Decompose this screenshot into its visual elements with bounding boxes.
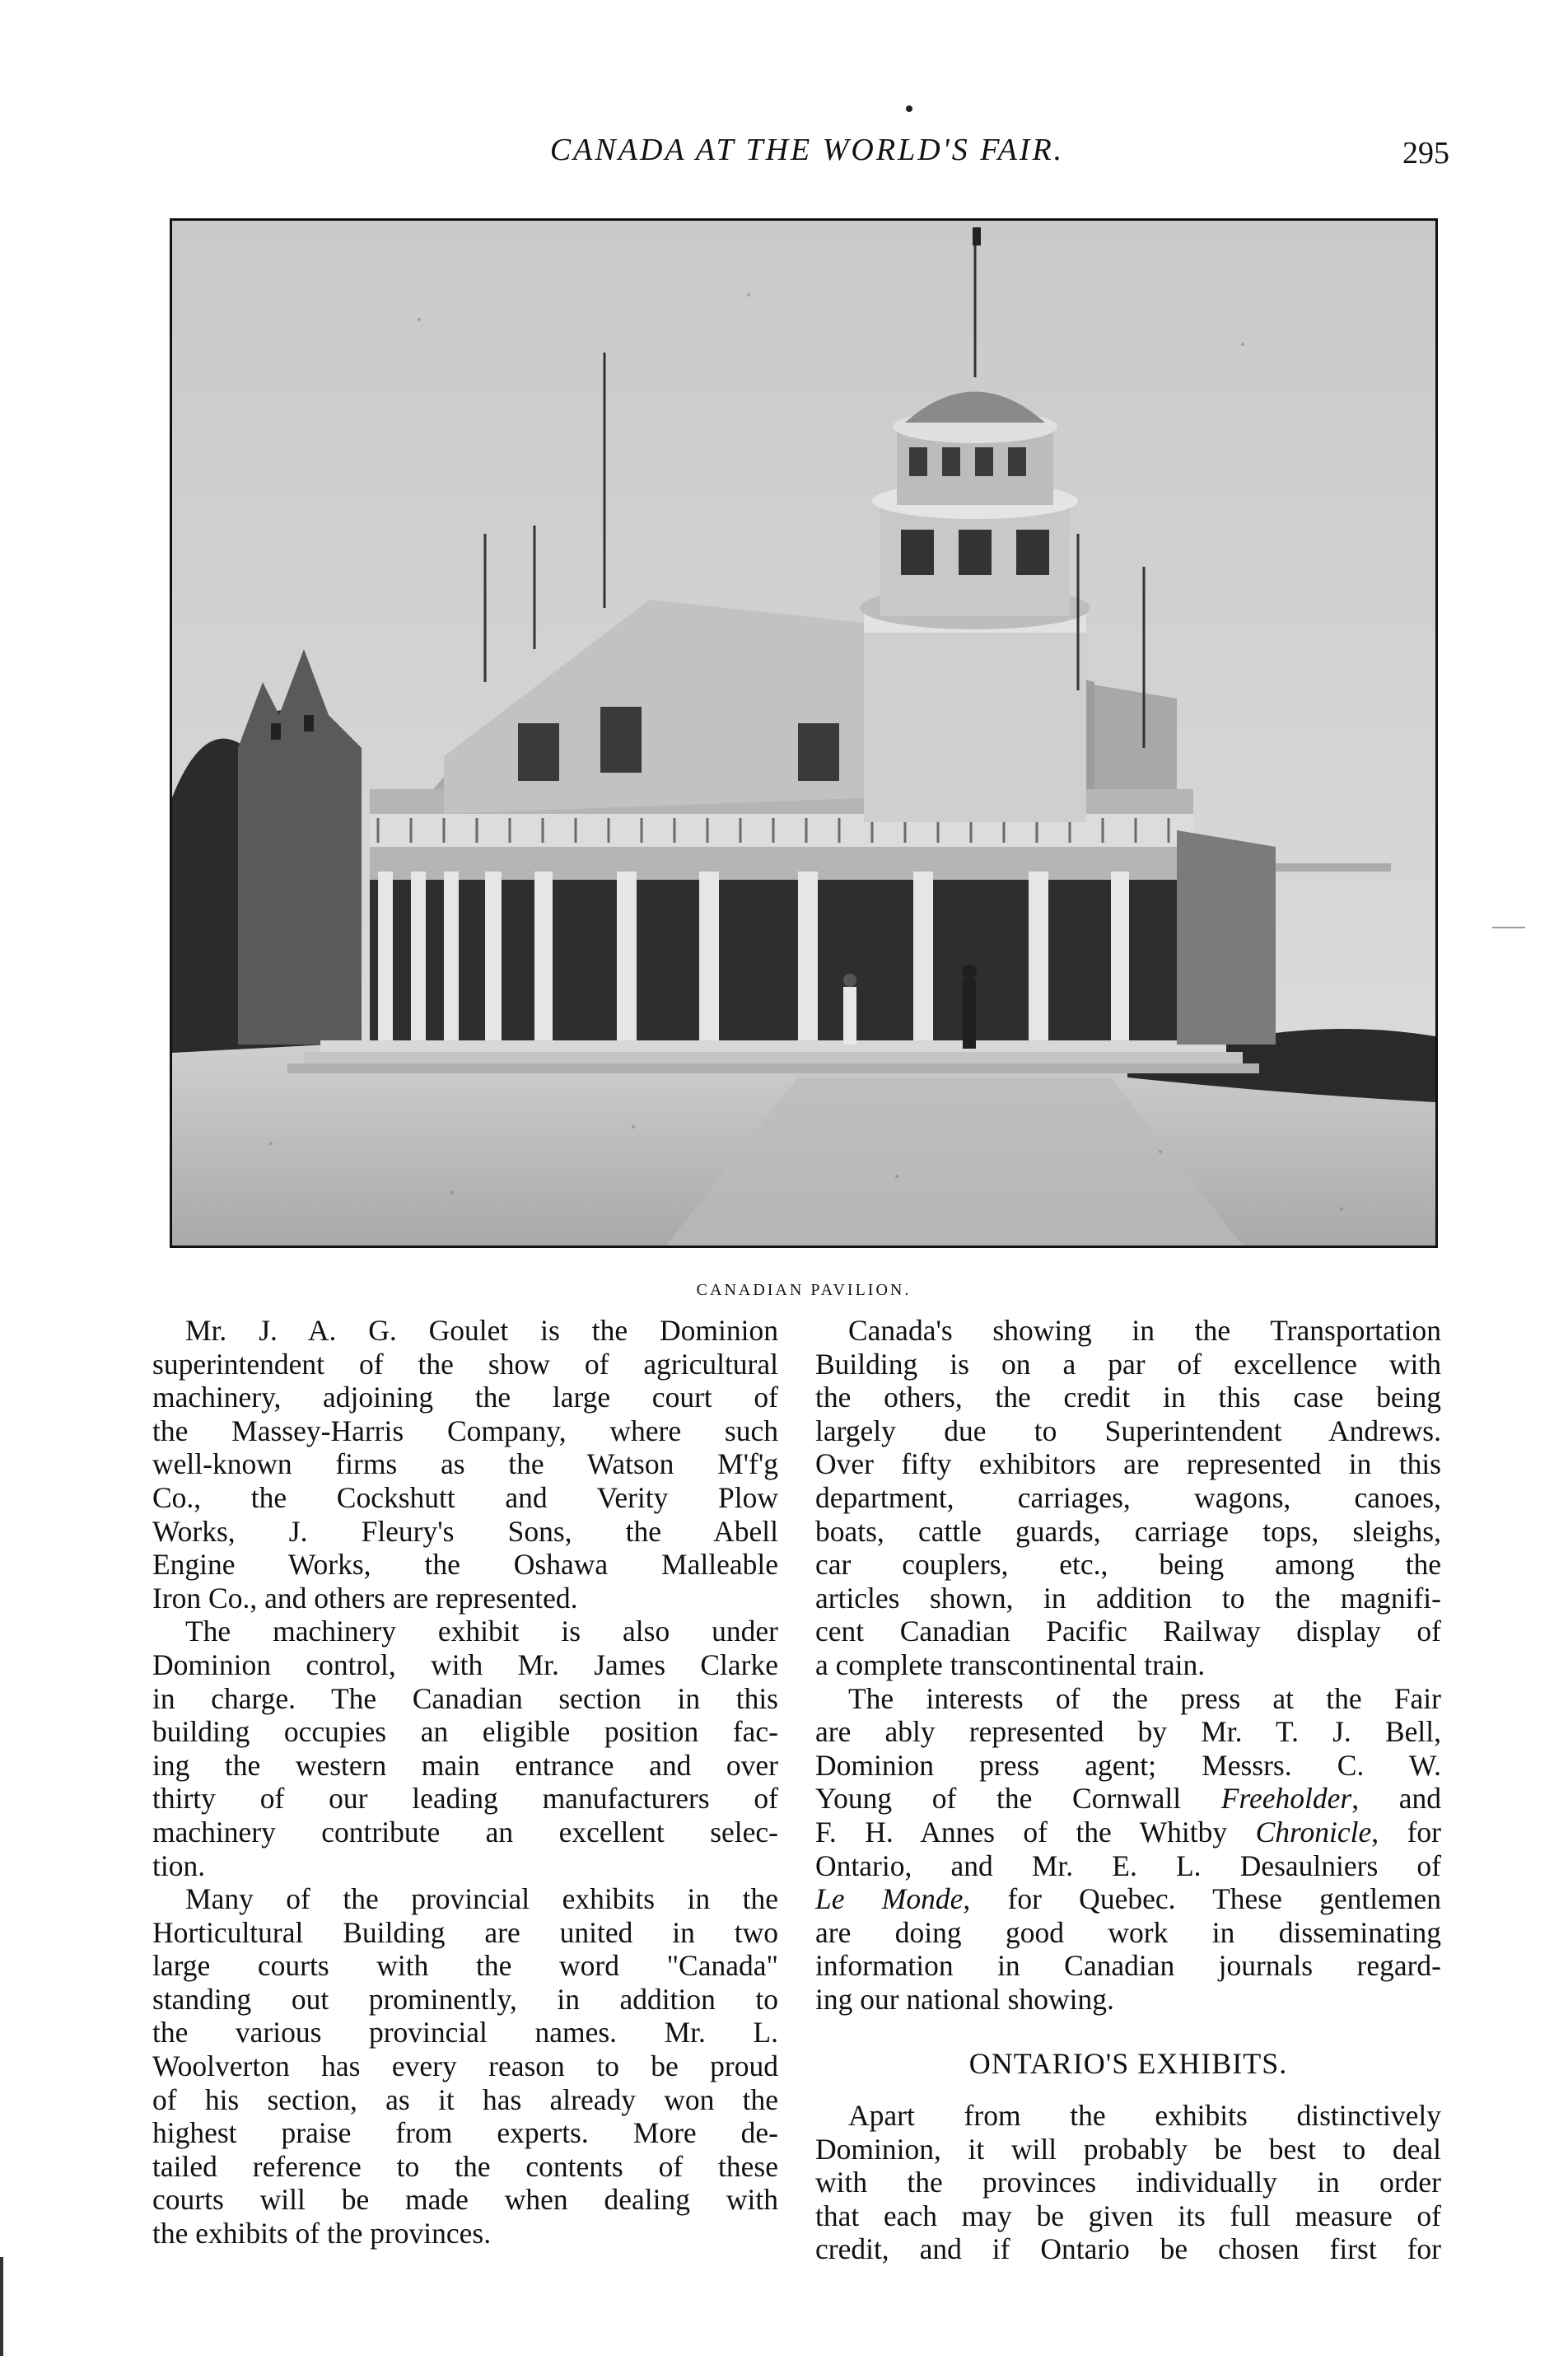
text-line: Woolverton has every reason to be proud [152,2049,778,2083]
newspaper-title: Freeholder [1220,1782,1352,1816]
text-line: information in Canadian journals regard- [815,1949,1441,1983]
text-line: largely due to Superintendent Andrews. [815,1414,1441,1447]
text-line: car couplers, etc., being among the [815,1548,1441,1582]
section-heading: ONTARIO'S EXHIBITS. [968,2047,1288,2081]
text-line: machinery contribute an excellent selec- [152,1815,778,1849]
text-line: Dominion press agent; Messrs. C. W. [815,1748,1441,1782]
text-line: Canada's showing in the Transportation [848,1314,1441,1347]
print-mark [1492,927,1525,928]
text-line: Mr. J. A. G. Goulet is the Dominion [185,1314,778,1347]
pavilion-photograph [170,218,1438,1248]
text-line: are ably represented by Mr. T. J. Bell, [815,1715,1441,1749]
right-column [815,1314,1441,2266]
text-run: , and [1351,1782,1441,1816]
text-line: department, carriages, wagons, canoes, [815,1480,1441,1514]
text-line: The machinery exhibit is also under [185,1615,778,1648]
text-line: are doing good work in disseminating [815,1915,1441,1949]
text-line: credit, and if Ontario be chosen first for [815,2232,1441,2266]
text-line: ing our national showing. [815,1982,1114,2016]
text-line: Building is on a par of excellence with [815,1347,1441,1381]
text-line: the exhibits of the provinces. [152,2217,492,2250]
text-line: superintendent of the show of agricultural [152,1347,778,1381]
text-line: Iron Co., and others are represented. [152,1581,578,1615]
text-run: , for Quebec. These gentlemen [963,1882,1441,1916]
text-line: thirty of our leading manufacturers of [152,1782,778,1816]
figure-caption: CANADIAN PAVILION. [696,1281,912,1299]
text-line: with the provinces individually in order [815,2166,1441,2199]
text-line: tion. [152,1849,206,1882]
text-line: Dominion control, with Mr. James Clarke [152,1648,778,1681]
text-line: boats, cattle guards, carriage tops, sleighs, [815,1514,1441,1548]
text-line: Engine Works, the Oshawa Malleable [152,1548,778,1582]
newspaper-title: Chronicle [1255,1815,1372,1849]
text-line [815,1816,1441,1849]
text-line: The interests of the press at the Fair [848,1681,1441,1715]
text-line: machinery, adjoining the large court of [152,1381,778,1414]
text-line: a complete transcontinental train. [815,1648,1206,1681]
text-line: in charge. The Canadian section in this [152,1681,778,1715]
text-line [815,1882,1441,1916]
text-line: Many of the provincial exhibits in the [185,1882,778,1916]
print-speck [906,105,912,112]
page-number: 295 [1402,136,1449,171]
text-line: Over fifty exhibitors are represented in this [815,1447,1441,1481]
text-line: highest praise from experts. More de- [152,2116,778,2150]
text-line: Horticultural Building are united in two [152,1915,778,1949]
text-line: the various provincial names. Mr. L. [152,2016,778,2049]
text-run: F. H. Annes of the Whitby [815,1815,1256,1849]
text-line: Ontario, and Mr. E. L. Desaulniers of [815,1849,1441,1882]
text-line: Apart from the exhibits distinctively [848,2099,1441,2133]
text-line: Co., the Cockshutt and Verity Plow [152,1480,778,1514]
text-run: Young of the Cornwall [815,1782,1221,1816]
text-line: Works, J. Fleury's Sons, the Abell [152,1514,778,1548]
text-line: building occupies an eligible position fac- [152,1715,778,1749]
text-line [815,1782,1441,1816]
text-line: of his section, as it has already won the [152,2082,778,2116]
text-line: ing the western main entrance and over [152,1748,778,1782]
binding-edge-mark [0,2257,3,2356]
text-line: standing out prominently, in addition to [152,1982,778,2016]
text-line: cent Canadian Pacific Railway display of [815,1615,1441,1648]
running-title: CANADA AT THE WORLD'S FAIR. [549,133,1065,167]
text-line: the others, the credit in this case being [815,1381,1441,1414]
text-line: courts will be made when dealing with [152,2183,778,2217]
text-line: large courts with the word "Canada" [152,1949,778,1983]
text-run: , for [1371,1815,1441,1849]
text-line: Dominion, it will probably be best to deal [815,2132,1441,2166]
text-line: that each may be given its full measure of [815,2199,1441,2232]
text-line: the Massey-Harris Company, where such [152,1414,778,1447]
text-line: well-known firms as the Watson M'f'g [152,1447,778,1481]
newspaper-title: Le Monde [815,1882,964,1916]
running-head [165,132,1449,189]
text-line: articles shown, in addition to the magnifi- [815,1581,1441,1615]
text-line: tailed reference to the contents of these [152,2149,778,2183]
left-column [152,1314,778,2250]
